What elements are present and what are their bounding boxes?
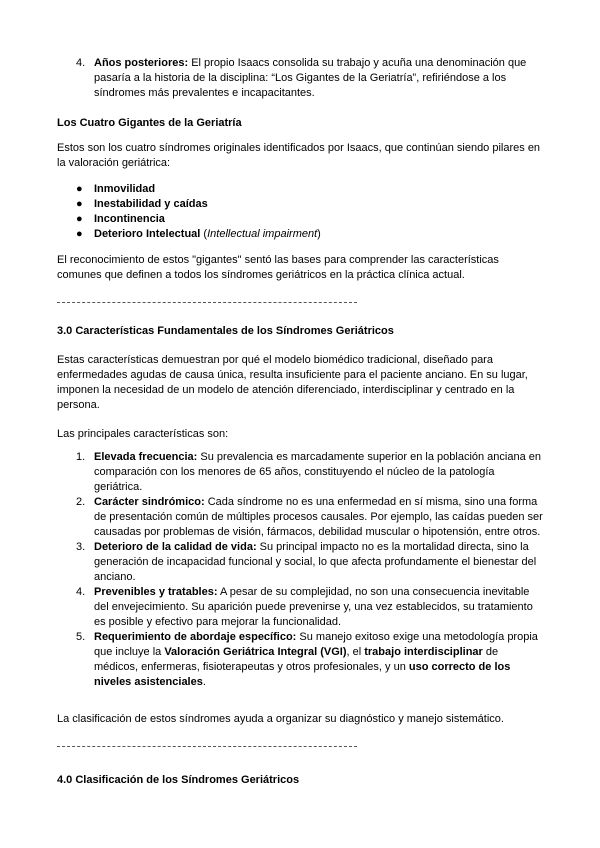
list-number: 2. bbox=[76, 496, 86, 508]
bullet-icon: ● bbox=[76, 228, 83, 240]
list-item bbox=[57, 540, 543, 585]
list-item-title: Requerimiento de abordaje específico: bbox=[94, 631, 297, 643]
section3-heading: 3.0 Características Fundamentales de los Síndromes Geriátricos bbox=[57, 325, 394, 337]
list-item-title: Elevada frecuencia: bbox=[94, 451, 198, 463]
list-item bbox=[57, 495, 543, 540]
list-item: ● Deterioro Intelectual (Intellectual impairment) bbox=[76, 228, 321, 240]
history-list-item-4 bbox=[57, 56, 543, 101]
list-item-title: Carácter sindrómico: bbox=[94, 496, 205, 508]
list-item-text: Su prevalencia es marcadamente superior en la población anciana en comparación con los menores de 65 años, constituyendo el núcleo de la patología geriátrica. bbox=[94, 451, 542, 493]
list-item-title: Deterioro de la calidad de vida: bbox=[94, 541, 257, 553]
list-item bbox=[57, 450, 543, 495]
list-item-text: Cada síndrome no es una enfermedad en sí misma, sino una forma de presentación común de múltiples procesos causales. Por ejemplo, las caídas pueden ser causadas por problemas de visión, fármacos, debilidad muscular o hipotensión, entre otros. bbox=[94, 496, 543, 538]
list-item-title: Años posteriores: bbox=[94, 57, 189, 69]
giants-list bbox=[57, 182, 543, 242]
characteristics-list bbox=[57, 450, 543, 690]
list-item-text: El propio Isaacs consolida su trabajo y acuña una denominación que pasaría a la historia de la disciplina: “Los Gigantes de la Geriatría”, refiriéndose a los síndromes más prevalentes e incapacitantes. bbox=[94, 57, 527, 99]
list-item-title: Prevenibles y tratables: bbox=[94, 586, 218, 598]
giants-closing: El reconocimiento de estos "gigantes" sentó las bases para comprender las características comunes que definen a todos los síndromes geriátricos en la práctica clínica actual. bbox=[57, 254, 499, 281]
list-number: 5. bbox=[76, 631, 86, 643]
list-item-text: A pesar de su complejidad, no son una consecuencia inevitable del envejecimiento. Su aparición puede prevenirse y, una vez establecidos, su tratamiento es posible y efectivo para mejorar la funcionalidad. bbox=[94, 586, 533, 628]
list-number: 3. bbox=[76, 541, 86, 553]
section-divider bbox=[57, 302, 357, 303]
section4-heading: 4.0 Clasificación de los Síndromes Geriátricos bbox=[57, 774, 300, 786]
english-term: Intellectual impairment bbox=[207, 228, 318, 240]
giants-heading: Los Cuatro Gigantes de la Geriatría bbox=[57, 117, 242, 129]
list-item: ● Inestabilidad y caídas bbox=[76, 198, 208, 210]
bullet-icon: ● bbox=[76, 198, 83, 210]
section3-intro: Estas características demuestran por qué el modelo biomédico tradicional, diseñado para enfermedades agudas de causa única, resulta insuficiente para el paciente anciano. En su lugar, imponen la necesidad de un modelo de atención diferenciado, interdisciplinar y centrado en la persona. bbox=[57, 354, 528, 411]
section3-lead: Las principales características son: bbox=[57, 428, 229, 440]
list-item bbox=[57, 585, 543, 630]
list-number: 4. bbox=[76, 57, 86, 69]
list-item-text: Su principal impacto no es la mortalidad directa, sino la generación de incapacidad funcional y social, lo que afecta profundamente el bienestar del anciano. bbox=[94, 541, 537, 583]
list-number: 1. bbox=[76, 451, 86, 463]
list-item: 5. Requerimiento de abordaje específico: Su manejo exitoso exige una metodología propia que incluye la Valoración Geriátrica Integral (VGI), el trabajo interdisciplinar de médicos, enfermeras, fisioterapeutas y otros profesionales, y un uso correcto de los niveles asistenciales. bbox=[76, 631, 538, 688]
section-divider bbox=[57, 746, 357, 747]
giants-intro: Estos son los cuatro síndromes originales identificados por Isaacs, que continúan siendo pilares en la valoración geriátrica: bbox=[57, 142, 541, 169]
list-item: ● Incontinencia bbox=[76, 213, 165, 225]
bullet-icon: ● bbox=[76, 183, 83, 195]
list-number: 4. bbox=[76, 586, 86, 598]
section3-closing: La clasificación de estos síndromes ayuda a organizar su diagnóstico y manejo sistemático. bbox=[57, 713, 504, 725]
list-item: ● Inmovilidad bbox=[76, 183, 156, 195]
bullet-icon: ● bbox=[76, 213, 83, 225]
